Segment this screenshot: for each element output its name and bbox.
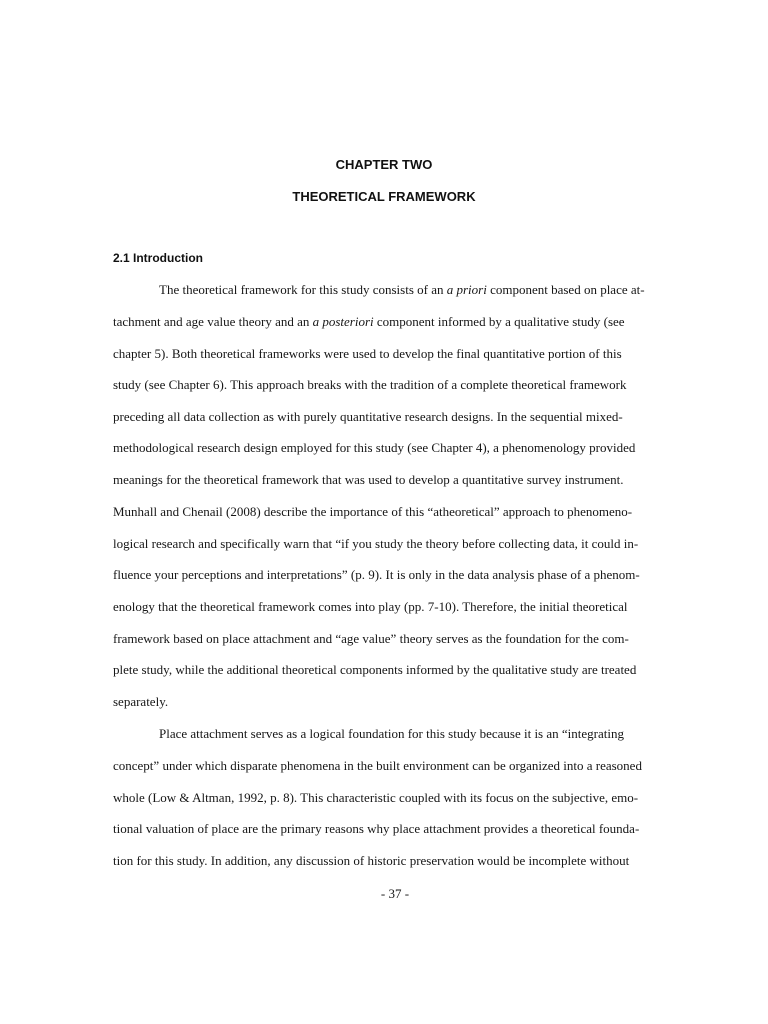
paragraph-2-line-2: concept” under which disparate phenomena in the built environment can be organized into a reasoned [113,758,642,773]
paragraph-1-line-5: preceding all data collection as with purely quantitative research designs. In the sequential mixed- [113,409,623,424]
paragraph-1-line-9: logical research and specifically warn that “if you study the theory before collecting data, it could in- [113,536,639,551]
paragraph-1-line-7: meanings for the theoretical framework that was used to develop a quantitative survey instrument. [113,472,624,487]
text-run: tachment and age value theory and an [113,314,313,329]
paragraph-1-line-10: fluence your perceptions and interpretations” (p. 9). It is only in the data analysis phase of a phenom- [113,567,640,582]
paragraph-1-line-3: chapter 5). Both theoretical frameworks were used to develop the final quantitative portion of this [113,346,622,361]
italic-term: a priori [446,282,487,297]
paragraph-2-line-3: whole (Low & Altman, 1992, p. 8). This characteristic coupled with its focus on the subjective, emo- [113,790,639,805]
chapter-title: THEORETICAL FRAMEWORK [292,189,476,204]
paragraph-1-line-2 [113,314,658,330]
paragraph-1-line-8: Munhall and Chenail (2008) describe the importance of this “atheoretical” approach to phenomeno- [113,504,633,519]
chapter-label: CHAPTER TWO [335,157,433,172]
paragraph-1-line-13: plete study, while the additional theoretical components informed by the qualitative study are treated [113,662,637,677]
paragraph-2-line-5: tion for this study. In addition, any discussion of historic preservation would be incomplete without [113,853,630,868]
paragraph-1-line-14: separately. [113,694,169,709]
paragraph-2-line-4: tional valuation of place are the primary reasons why place attachment provides a theoretical founda- [113,821,640,836]
paragraph-2-line-1: Place attachment serves as a logical foundation for this study because it is an “integrating [159,726,624,741]
italic-term: a posteriori [312,314,374,329]
paragraph-1-line-11: enology that the theoretical framework comes into play (pp. 7-10). Therefore, the initial theoretical [113,599,628,614]
section-heading: 2.1 Introduction [113,251,203,265]
paragraph-1-line-1 [159,282,659,298]
paragraph-1-line-4: study (see Chapter 6). This approach breaks with the tradition of a complete theoretical framework [113,377,627,392]
text-run: The theoretical framework for this study consists of an [159,282,447,297]
text-run: component informed by a qualitative study (see [373,314,625,329]
page-number: - 37 - [380,886,410,901]
paragraph-1-line-12: framework based on place attachment and “age value” theory serves as the foundation for the com- [113,631,629,646]
paragraph-1-line-6: methodological research design employed for this study (see Chapter 4), a phenomenology provided [113,440,636,455]
text-run: component based on place at- [486,282,645,297]
